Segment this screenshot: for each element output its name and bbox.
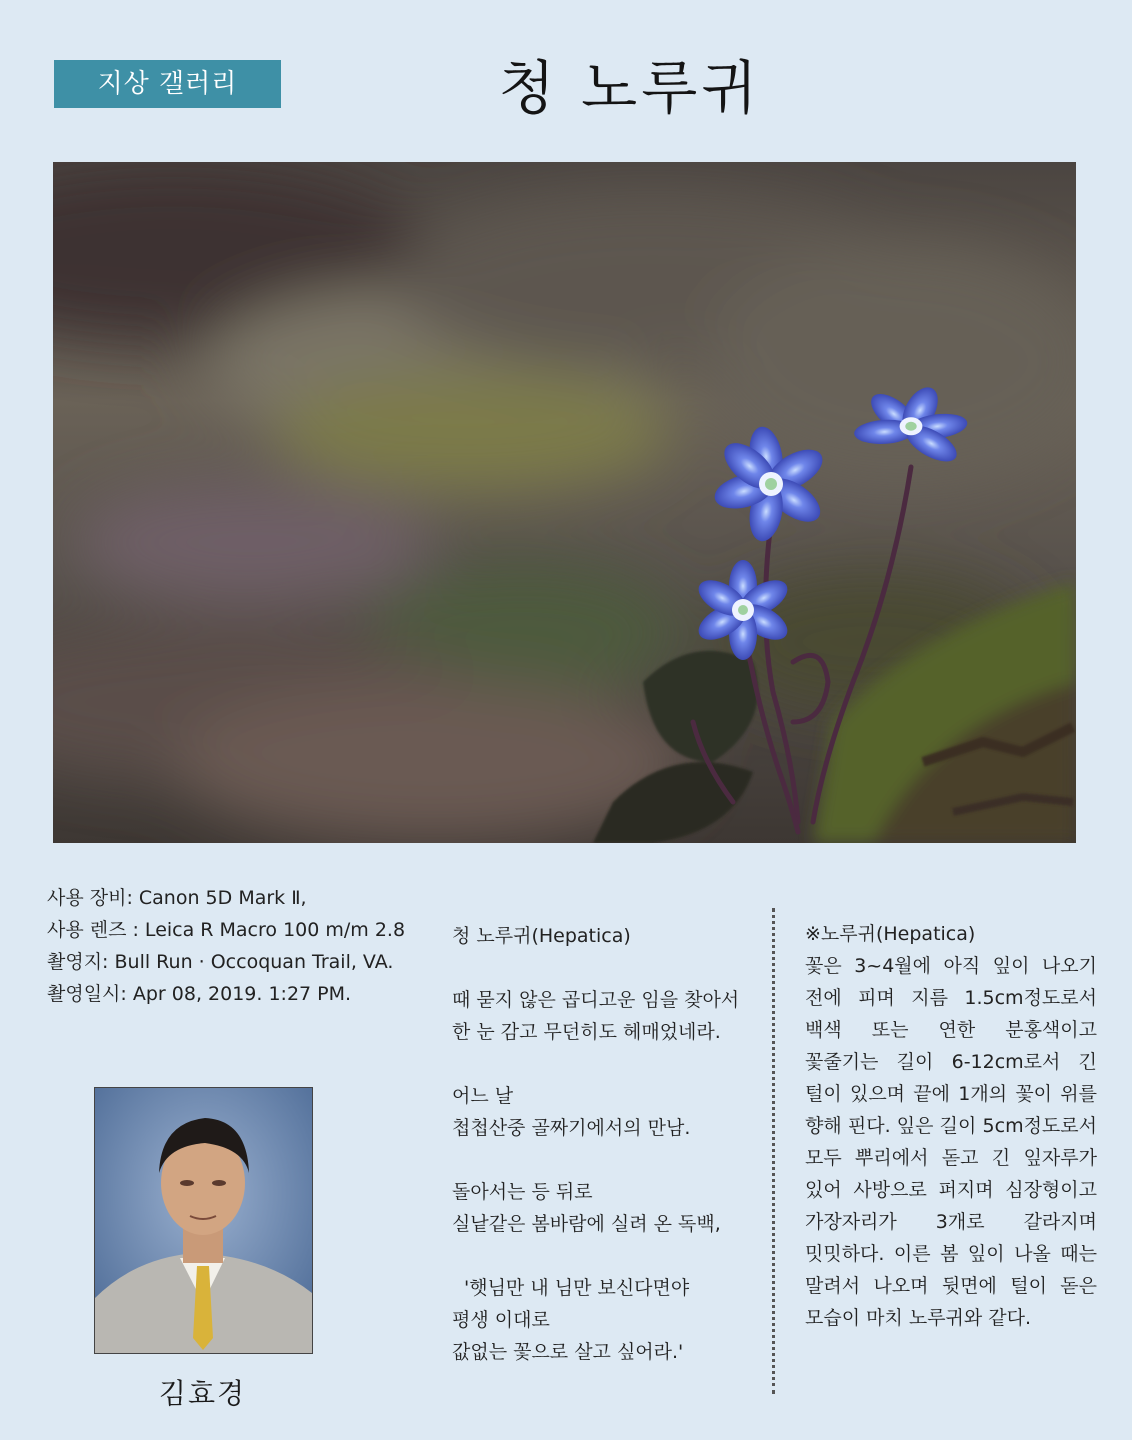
note-body: 꽃은 3~4월에 아직 잎이 나오기 전에 피며 지름 1.5cm정도로서 백색 또는 연한 분홍색이고 꽃줄기는 길이 6-12cm로서 긴 털이 있으며 끝에 1개의 꽃이 위를 향해 핀다. 잎은 길이 5cm정도로서 모두 뿌리에서 돋고 긴 잎자루가 있어 사방으로 퍼지며 심장형이고 가장자리가 3개로 갈라지며 밋밋하다. 이른 봄 잎이 나올 때는 말려서 나오며 뒷면에 털이 돋은 모습이 마치 노루귀와 같다. — [805, 955, 1097, 1329]
author-name: 김효경 — [158, 1377, 247, 1410]
spec-datetime: 촬영일시: Apr 08, 2019. 1:27 PM. — [47, 983, 352, 1005]
spec-location: 촬영지: Bull Run · Occoquan Trail, VA. — [47, 951, 394, 973]
poem-line: 때 묻지 않은 곱디고운 임을 찾아서 — [452, 989, 740, 1011]
poem-line: 어느 날 — [452, 1085, 514, 1107]
section-badge: 지상 갤러리 — [54, 60, 281, 108]
poem-stanza — [452, 1080, 762, 1144]
page-title: 청 노루귀 — [498, 54, 762, 122]
author-portrait — [94, 1087, 313, 1354]
poem-line: '햇님만 내 님만 보신다면야 — [464, 1277, 690, 1299]
poem-stanza — [452, 1176, 762, 1240]
note-heading: ※노루귀(Hepatica) — [805, 923, 976, 945]
poem-line: 돌아서는 등 뒤로 — [452, 1181, 593, 1203]
poem-stanza — [452, 1272, 762, 1368]
poem-title: 청 노루귀(Hepatica) — [452, 925, 631, 947]
poem-line: 첩첩산중 골짜기에서의 만남. — [452, 1117, 691, 1139]
spec-camera: 사용 장비: Canon 5D Mark Ⅱ, — [47, 887, 307, 909]
poem — [452, 920, 762, 1400]
hepatica-photo — [53, 162, 1076, 843]
poem-line: 한 눈 감고 무던히도 헤매었네라. — [452, 1021, 721, 1043]
column-divider — [772, 908, 775, 1394]
poem-stanza — [452, 984, 762, 1048]
hepatica-note — [805, 918, 1097, 1334]
poem-line: 실낱같은 봄바람에 실려 온 독백, — [452, 1213, 721, 1235]
camera-specs — [47, 882, 427, 1010]
spec-lens: 사용 렌즈 : Leica R Macro 100 m/m 2.8 — [47, 919, 406, 941]
poem-line: 값없는 꽃으로 살고 싶어라.' — [452, 1341, 684, 1363]
poem-line: 평생 이대로 — [452, 1309, 550, 1331]
